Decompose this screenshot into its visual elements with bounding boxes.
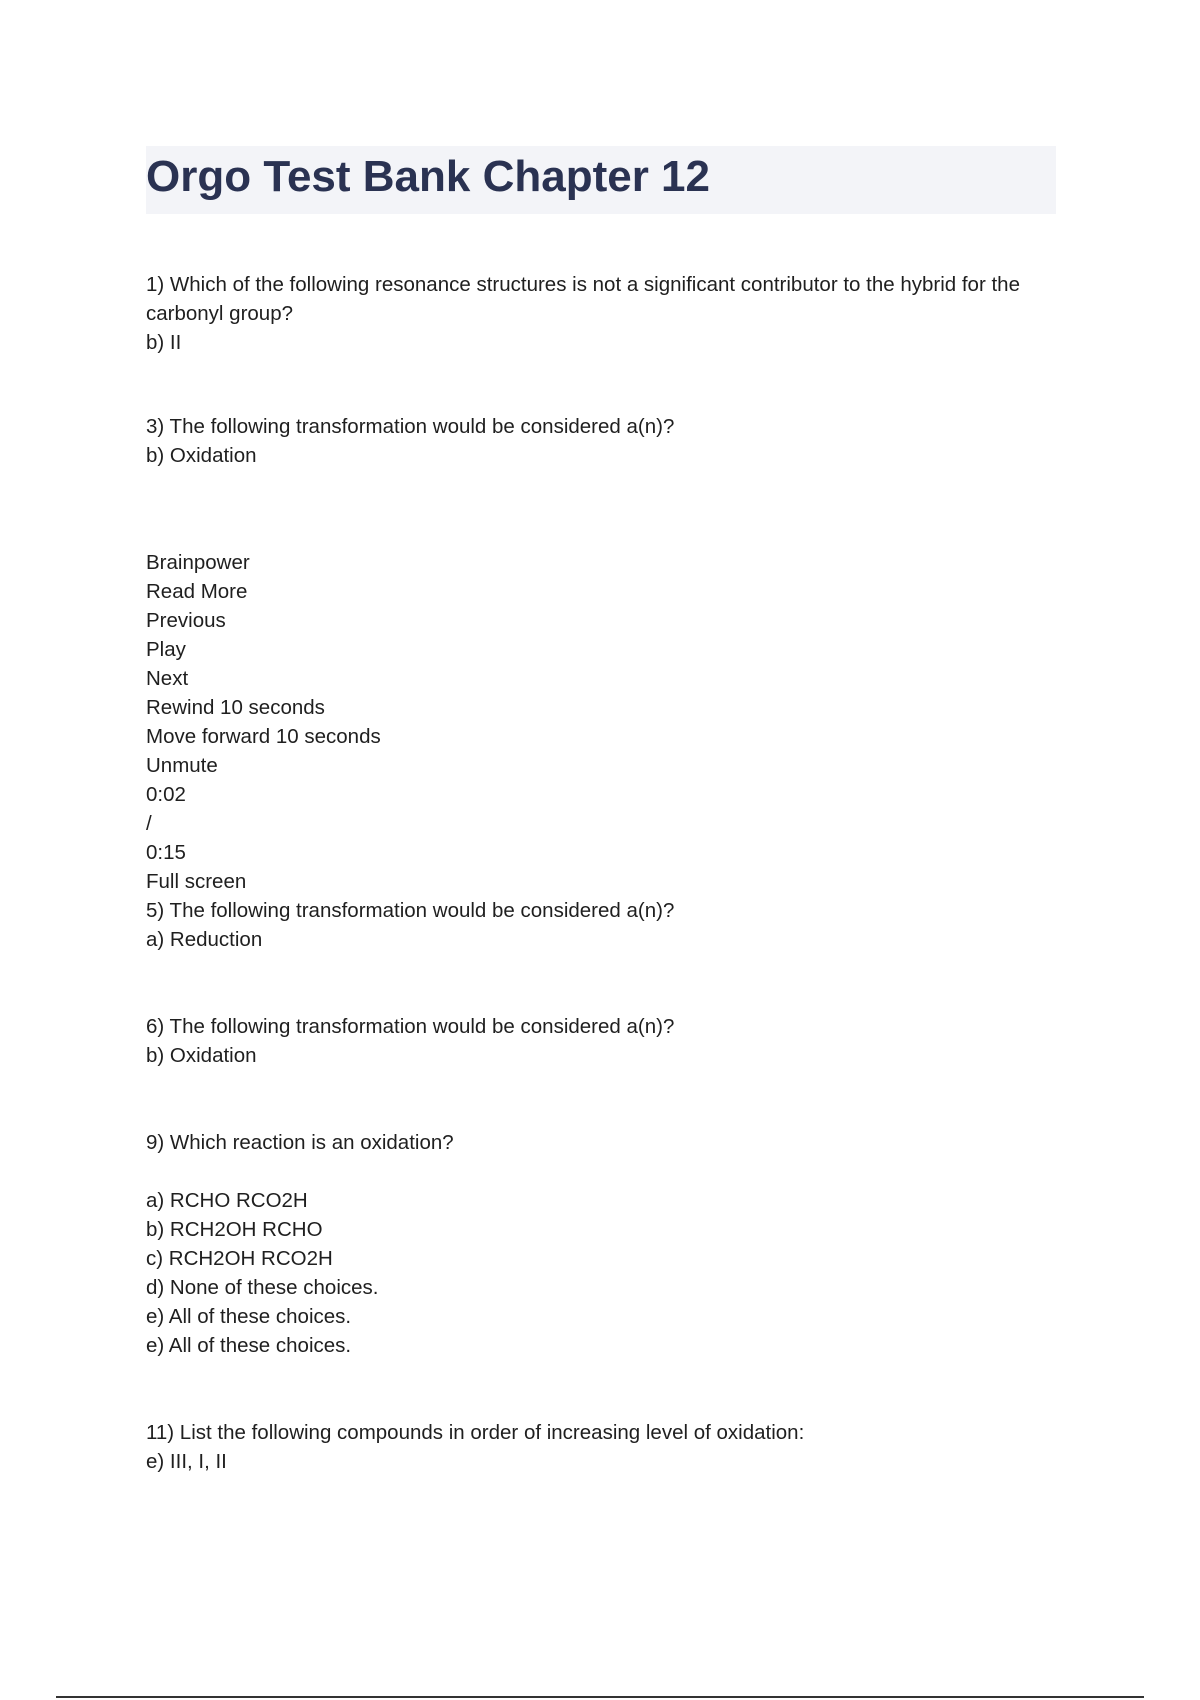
video-player-controls xyxy=(146,548,1061,896)
question-1 xyxy=(146,270,1061,357)
read-more-link[interactable]: Read More xyxy=(146,580,248,603)
title-banner xyxy=(146,146,1056,214)
question-prompt: 3) The following transformation would be considered a(n)? xyxy=(146,415,675,438)
question-6 xyxy=(146,1012,1061,1070)
duration-time: 0:15 xyxy=(146,841,186,864)
answer-option: e) All of these choices. xyxy=(146,1334,352,1357)
forward-button[interactable]: Move forward 10 seconds xyxy=(146,725,381,748)
question-5 xyxy=(146,896,1061,954)
previous-button[interactable]: Previous xyxy=(146,609,226,632)
next-button[interactable]: Next xyxy=(146,667,189,690)
footer-divider xyxy=(56,1696,1144,1698)
question-answer: b) Oxidation xyxy=(146,444,257,467)
question-9 xyxy=(146,1128,1061,1360)
fullscreen-button[interactable]: Full screen xyxy=(146,870,247,893)
play-button[interactable]: Play xyxy=(146,638,186,661)
question-prompt: 6) The following transformation would be considered a(n)? xyxy=(146,1015,675,1038)
answer-option: b) RCH2OH RCHO xyxy=(146,1218,323,1241)
answer-option: e) All of these choices. xyxy=(146,1305,352,1328)
answer-option: a) RCHO RCO2H xyxy=(146,1189,308,1212)
time-separator: / xyxy=(146,812,152,835)
question-prompt: 1) Which of the following resonance structures is not a significant contributor to the hybrid for the carbonyl group? xyxy=(146,273,1020,325)
unmute-button[interactable]: Unmute xyxy=(146,754,218,777)
document-body xyxy=(146,270,1061,1476)
question-prompt: 5) The following transformation would be considered a(n)? xyxy=(146,899,675,922)
page-title: Orgo Test Bank Chapter 12 xyxy=(146,152,710,201)
player-brand: Brainpower xyxy=(146,551,250,574)
question-3 xyxy=(146,412,1061,470)
question-11 xyxy=(146,1418,1061,1476)
question-answer: b) Oxidation xyxy=(146,1044,257,1067)
question-prompt: 9) Which reaction is an oxidation? xyxy=(146,1131,454,1154)
answer-option: c) RCH2OH RCO2H xyxy=(146,1247,333,1270)
question-answer: b) II xyxy=(146,331,182,354)
rewind-button[interactable]: Rewind 10 seconds xyxy=(146,696,325,719)
answer-option: d) None of these choices. xyxy=(146,1276,379,1299)
question-prompt: 11) List the following compounds in order of increasing level of oxidation: xyxy=(146,1421,805,1444)
question-answer: a) Reduction xyxy=(146,928,263,951)
current-time: 0:02 xyxy=(146,783,186,806)
question-answer: e) III, I, II xyxy=(146,1450,227,1473)
